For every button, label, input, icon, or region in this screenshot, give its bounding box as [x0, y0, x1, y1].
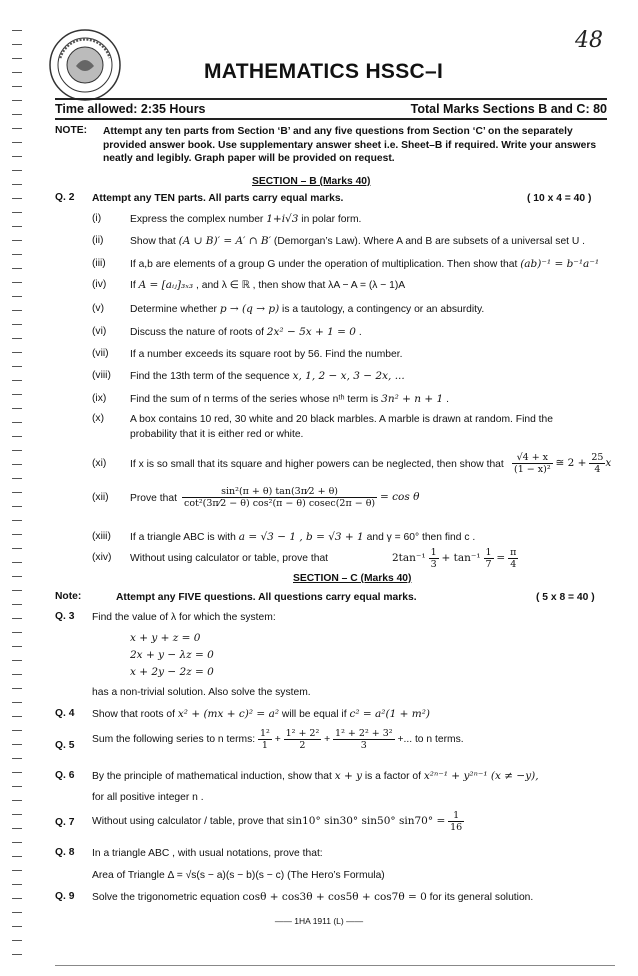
part-text: If a,b are elements of a group G under the operation of multiplication. Then show that (ab)⁻¹ = b⁻¹a⁻¹	[130, 258, 600, 270]
total-marks: Total Marks Sections B and C: 80	[410, 102, 607, 116]
q3-text: Find the value of λ for which the system:	[92, 612, 276, 623]
part-text: Express the complex number 1+i√3 in polar form.	[130, 213, 362, 225]
part-number: (iii)	[92, 258, 106, 269]
q7-text: Without using calculator / table, prove that sin10° sin30° sin50° sin70° = $\frac{1}{16}$	[92, 810, 463, 833]
q2-instruction: Attempt any TEN parts. All parts carry equal marks.	[92, 193, 344, 204]
margin-dash	[12, 702, 22, 703]
xii-expression: $\frac{\text{sin²(π + θ) tan(3π⁄2 + θ)}}{\text{cot²(3π⁄2 − θ) cos²(π − θ) cosec(2π − θ)}}$ = cos θ	[184, 486, 420, 509]
margin-dash	[12, 786, 22, 787]
note-text: Attempt any ten parts from Section ‘B’ and any five questions from Section ‘C’ on the separately provided answer book. Use supplementary answer sheet i.e. Sheet–B if required. Write your answers neatly and legibly. Graph paper will be provided on request.	[103, 126, 597, 164]
part-number: (i)	[92, 213, 102, 224]
xi-expression: $\frac{√4 + x}{\text{(1 − x)²}}$ ≅ 2 + $\frac{25}{4}$ x	[514, 452, 612, 475]
q3-eq-1: x + y + z = 0	[130, 632, 201, 644]
margin-dash	[12, 366, 22, 367]
q5-label: Q. 5	[55, 740, 75, 751]
margin-dash	[12, 450, 22, 451]
margin-dash	[12, 912, 22, 913]
section-c-heading: SECTION – C (Marks 40)	[293, 573, 412, 584]
part-number: (vi)	[92, 326, 107, 337]
margin-dash	[12, 492, 22, 493]
margin-dash	[12, 688, 22, 689]
margin-dash	[12, 156, 22, 157]
q8-text: In a triangle ABC , with usual notations, prove that:	[92, 848, 323, 859]
margin-dash	[12, 30, 22, 31]
footer-code: —— 1HA 1911 (L) ——	[274, 916, 364, 926]
part-number: (xi)	[92, 458, 107, 469]
part-text: Find the sum of n terms of the series whose nᵗʰ term is 3n² + n + 1 .	[130, 393, 449, 405]
q4-label: Q. 4	[55, 708, 75, 719]
part-text: Find the 13th term of the sequence x, 1, 2 − x, 3 − 2x, ...	[130, 370, 405, 382]
margin-dash	[12, 800, 22, 801]
part-text: If a triangle ABC is with a = √3 − 1 , b = √3 + 1 and γ = 60° then find c .	[130, 531, 476, 543]
margin-dash	[12, 394, 22, 395]
q3-eq-3: x + 2y − 2z = 0	[130, 666, 214, 678]
part-text: If a number exceeds its square root by 56. Find the number.	[130, 349, 403, 360]
divider	[55, 118, 607, 120]
margin-dash	[12, 562, 22, 563]
margin-dash	[12, 464, 22, 465]
part-number: (ix)	[92, 393, 107, 404]
margin-dash	[12, 674, 22, 675]
margin-dash	[12, 114, 22, 115]
time-marks-bar	[55, 102, 607, 116]
q6-label: Q. 6	[55, 770, 75, 781]
margin-dash	[12, 212, 22, 213]
margin-dash	[12, 576, 22, 577]
part-text: Without using calculator or table, prove that	[130, 553, 329, 564]
margin-dash	[12, 660, 22, 661]
part-number: (v)	[92, 303, 105, 314]
binding-margin	[12, 30, 22, 960]
q9-text: Solve the trigonometric equation cosθ + cos3θ + cos5θ + cos7θ = 0 for its general solution.	[92, 891, 534, 903]
part-number: (viii)	[92, 370, 111, 381]
q6-line2: for all positive integer n .	[92, 792, 204, 803]
margin-dash	[12, 436, 22, 437]
margin-dash	[12, 408, 22, 409]
margin-dash	[12, 814, 22, 815]
margin-dash	[12, 72, 22, 73]
section-c-marks: ( 5 x 8 = 40 )	[536, 592, 595, 603]
margin-dash	[12, 604, 22, 605]
margin-dash	[12, 548, 22, 549]
part-text: If x is so small that its square and higher powers can be neglected, then show that	[130, 459, 504, 470]
margin-dash	[12, 324, 22, 325]
margin-dash	[12, 646, 22, 647]
margin-dash	[12, 310, 22, 311]
q5-text: Sum the following series to n terms: $\frac{\text{1²}}{1}$ + $\frac{\text{1² + 2²}}{2}$ + $\frac{\text{1² + 2² + 3²}}{3}$ +... to n terms.	[92, 728, 464, 751]
margin-dash	[12, 478, 22, 479]
q2-marks: ( 10 x 4 = 40 )	[527, 193, 592, 204]
margin-dash	[12, 744, 22, 745]
margin-dash	[12, 86, 22, 87]
margin-dash	[12, 898, 22, 899]
part-text: If A = [aᵢⱼ]₃ₓ₃ , and λ ∈ ℝ , then show that λA − A = (λ − 1)A	[130, 279, 406, 291]
q4-text: Show that roots of x² + (mx + c)² = a² will be equal if c² = a²(1 + m²)	[92, 708, 430, 720]
divider	[55, 98, 607, 100]
part-text: Prove that	[130, 493, 177, 504]
margin-dash	[12, 828, 22, 829]
section-c-note-label: Note:	[55, 591, 82, 602]
margin-dash	[12, 730, 22, 731]
part-number: (xiii)	[92, 531, 111, 542]
margin-dash	[12, 590, 22, 591]
margin-dash	[12, 296, 22, 297]
margin-dash	[12, 926, 22, 927]
margin-dash	[12, 716, 22, 717]
q3-label: Q. 3	[55, 611, 75, 622]
q6-text: By the principle of mathematical induction, show that x + y is a factor of x²ⁿ⁻¹ + y²ⁿ⁻¹ (x ≠ −y),	[92, 770, 539, 782]
part-text: A box contains 10 red, 30 white and 20 black marbles. A marble is drawn at random. Find the	[130, 414, 553, 425]
margin-dash	[12, 520, 22, 521]
margin-dash	[12, 44, 22, 45]
margin-dash	[12, 618, 22, 619]
margin-dash	[12, 240, 22, 241]
part-number: (xii)	[92, 492, 109, 503]
q2-label: Q. 2	[55, 192, 75, 203]
margin-dash	[12, 142, 22, 143]
part-number: (xiv)	[92, 552, 112, 563]
q8-label: Q. 8	[55, 847, 75, 858]
margin-dash	[12, 940, 22, 941]
page-title: MATHEMATICS HSSC–I	[204, 60, 444, 83]
q9-label: Q. 9	[55, 891, 75, 902]
margin-dash	[12, 856, 22, 857]
part-text: Discuss the nature of roots of 2x² − 5x + 1 = 0 .	[130, 326, 362, 338]
xiv-expression: 2tan⁻¹ $\frac{1}{3}$ + tan⁻¹ $\frac{1}{7}$ = $\frac{\pi}{4}$	[392, 547, 517, 570]
q7-label: Q. 7	[55, 817, 75, 828]
time-allowed: Time allowed: 2:35 Hours	[55, 102, 206, 116]
margin-dash	[12, 352, 22, 353]
q3-after: has a non-trivial solution. Also solve the system.	[92, 687, 311, 698]
margin-dash	[12, 198, 22, 199]
margin-dash	[12, 954, 22, 955]
board-seal-logo	[48, 28, 122, 102]
section-b-heading: SECTION – B (Marks 40)	[252, 176, 371, 187]
margin-dash	[12, 128, 22, 129]
margin-dash	[12, 282, 22, 283]
margin-dash	[12, 884, 22, 885]
section-c-instruction: Attempt any FIVE questions. All questions carry equal marks.	[116, 592, 417, 603]
q3-eq-2: 2x + y − λz = 0	[130, 649, 214, 661]
handwritten-mark: 48	[575, 28, 603, 53]
q8-line2: Area of Triangle Δ = √s(s − a)(s − b)(s − c) (The Hero’s Formula)	[92, 870, 385, 881]
margin-dash	[12, 772, 22, 773]
margin-dash	[12, 338, 22, 339]
margin-dash	[12, 268, 22, 269]
part-text: Show that (A ∪ B)′ = A′ ∩ B′ (Demorgan’s Law). Where A and B are subsets of a universal set U .	[130, 235, 586, 247]
bottom-line	[55, 965, 615, 966]
margin-dash	[12, 226, 22, 227]
margin-dash	[12, 170, 22, 171]
margin-dash	[12, 422, 22, 423]
margin-dash	[12, 632, 22, 633]
part-text: Determine whether p → (q → p) is a tautology, a contingency or an absurdity.	[130, 303, 485, 315]
margin-dash	[12, 506, 22, 507]
part-text-line2: probability that it is either red or white.	[130, 429, 304, 440]
margin-dash	[12, 380, 22, 381]
margin-dash	[12, 254, 22, 255]
margin-dash	[12, 758, 22, 759]
part-number: (vii)	[92, 348, 109, 359]
margin-dash	[12, 870, 22, 871]
margin-dash	[12, 58, 22, 59]
part-number: (x)	[92, 413, 105, 424]
margin-dash	[12, 184, 22, 185]
margin-dash	[12, 100, 22, 101]
margin-dash	[12, 842, 22, 843]
note-label: NOTE:	[55, 125, 88, 136]
part-number: (ii)	[92, 235, 104, 246]
margin-dash	[12, 534, 22, 535]
part-number: (iv)	[92, 279, 107, 290]
